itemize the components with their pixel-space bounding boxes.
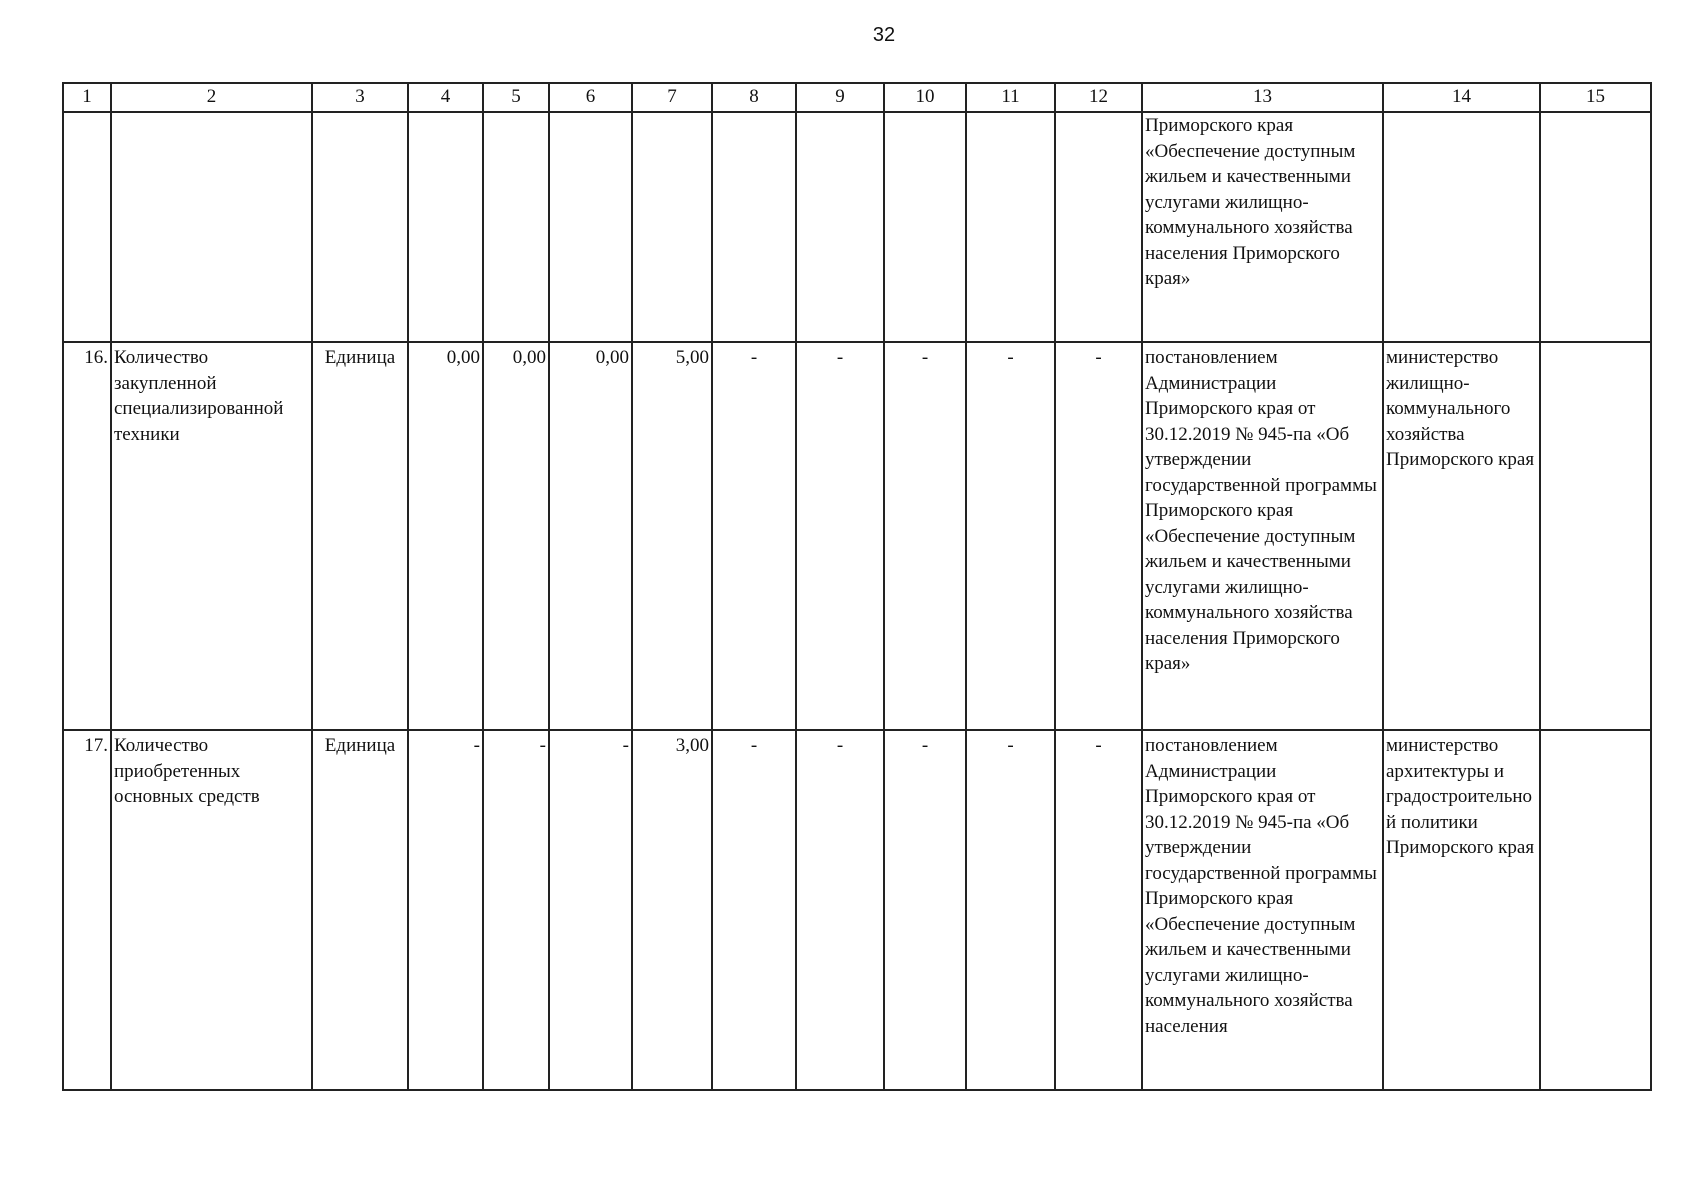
responsible-cell: [1383, 112, 1540, 342]
value-cell: 0,00: [549, 342, 632, 730]
basis-cell: постановлением Администрации Приморского края от 30.12.2019 № 945-па «Об утверждении государственной программы Приморского края «Обеспечение доступным жильем и качественными услугами жилищно-коммунального хозяйства населения Приморского края»: [1142, 342, 1383, 730]
row-number: 16.: [63, 342, 111, 730]
value-cell: 0,00: [408, 342, 483, 730]
value-cell: [712, 112, 796, 342]
column-header: 12: [1055, 83, 1142, 112]
responsible-cell: министерство жилищно-коммунального хозяйства Приморского края: [1383, 342, 1540, 730]
table-row: [63, 730, 1651, 1090]
column-header: 11: [966, 83, 1055, 112]
row-number: [63, 112, 111, 342]
column-header: 15: [1540, 83, 1651, 112]
value-cell: 3,00: [632, 730, 712, 1090]
column-header: 1: [63, 83, 111, 112]
value-cell: -: [1055, 730, 1142, 1090]
value-cell: -: [549, 730, 632, 1090]
unit-cell: [312, 112, 408, 342]
column-header: 2: [111, 83, 312, 112]
column-header: 4: [408, 83, 483, 112]
unit-cell: Единица: [312, 730, 408, 1090]
value-cell: [549, 112, 632, 342]
value-cell: 0,00: [483, 342, 549, 730]
column-header: 5: [483, 83, 549, 112]
page-number: 32: [872, 24, 896, 46]
value-cell: -: [1055, 342, 1142, 730]
value-cell: -: [966, 730, 1055, 1090]
indicator-name: Количество приобретенных основных средств: [111, 730, 312, 1090]
value-cell: -: [483, 730, 549, 1090]
value-cell: [966, 112, 1055, 342]
table-row: [63, 342, 1651, 730]
value-cell: [796, 112, 884, 342]
column-header: 3: [312, 83, 408, 112]
value-cell: -: [408, 730, 483, 1090]
column-number-row: [63, 83, 1651, 112]
column-header: 10: [884, 83, 966, 112]
indicators-table: [62, 82, 1652, 1091]
note-cell: [1540, 342, 1651, 730]
column-header: 8: [712, 83, 796, 112]
note-cell: [1540, 112, 1651, 342]
basis-cell: постановлением Администрации Приморского края от 30.12.2019 № 945-па «Об утверждении государственной программы Приморского края «Обеспечение доступным жильем и качественными услугами жилищно-коммунального хозяйства населения: [1142, 730, 1383, 1090]
basis-cell: Приморского края «Обеспечение доступным жильем и качественными услугами жилищно-коммунального хозяйства населения Приморского края»: [1142, 112, 1383, 342]
row-number: 17.: [63, 730, 111, 1090]
table-row: [63, 112, 1651, 342]
indicator-name: [111, 112, 312, 342]
value-cell: [884, 112, 966, 342]
value-cell: [408, 112, 483, 342]
value-cell: -: [712, 730, 796, 1090]
indicator-name: Количество закупленной специализированной техники: [111, 342, 312, 730]
column-header: 9: [796, 83, 884, 112]
value-cell: [1055, 112, 1142, 342]
value-cell: -: [796, 342, 884, 730]
column-header: 13: [1142, 83, 1383, 112]
value-cell: [632, 112, 712, 342]
value-cell: -: [884, 342, 966, 730]
value-cell: [483, 112, 549, 342]
unit-cell: Единица: [312, 342, 408, 730]
column-header: 14: [1383, 83, 1540, 112]
column-header: 6: [549, 83, 632, 112]
value-cell: 5,00: [632, 342, 712, 730]
note-cell: [1540, 730, 1651, 1090]
responsible-cell: министерство архитектуры и градостроительной политики Приморского края: [1383, 730, 1540, 1090]
column-header: 7: [632, 83, 712, 112]
value-cell: -: [966, 342, 1055, 730]
value-cell: -: [796, 730, 884, 1090]
value-cell: -: [884, 730, 966, 1090]
value-cell: -: [712, 342, 796, 730]
